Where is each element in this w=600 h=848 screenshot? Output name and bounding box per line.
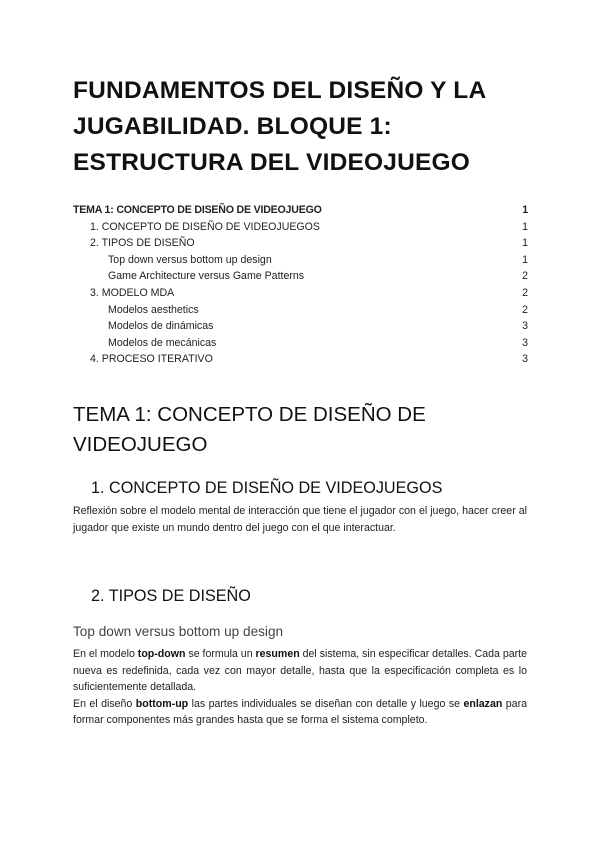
toc-entry[interactable] bbox=[73, 318, 528, 335]
toc-entry[interactable] bbox=[73, 285, 528, 302]
text-run: En el modelo bbox=[73, 648, 138, 660]
bold-term-resumen: resumen bbox=[255, 648, 300, 660]
section-1-text: Reflexión sobre el modelo mental de interacción que tiene el jugador con el juego, hacer creer al jugador que existe un mundo dentro del juego con el que interactuar. bbox=[73, 505, 527, 534]
toc-entry-page: 1 bbox=[522, 204, 528, 216]
toc-entry-page: 2 bbox=[522, 270, 528, 283]
bold-term-enlazan: enlazan bbox=[463, 697, 503, 710]
toc-entry[interactable] bbox=[73, 302, 528, 319]
toc-entry-page: 3 bbox=[522, 320, 528, 333]
toc-entry[interactable] bbox=[73, 235, 528, 252]
text-run: del sistema, sin especificar detalles. Cada parte nueva es redefinida, cada vez con mayor detalle, hasta que la especificación completa es lo suficientemente detallada. bbox=[73, 648, 528, 693]
toc-entry-page: 2 bbox=[522, 303, 528, 316]
toc-entry[interactable] bbox=[73, 219, 528, 236]
toc-entry[interactable] bbox=[73, 351, 528, 368]
toc-entry-page: 1 bbox=[522, 253, 528, 266]
table-of-contents bbox=[73, 202, 528, 368]
text-run: para formar componentes más grandes hasta que se forma el sistema completo. bbox=[73, 697, 527, 726]
toc-entry-page: 1 bbox=[522, 220, 528, 233]
section-1-heading: 1. CONCEPTO DE DISEÑO DE VIDEOJUEGOS bbox=[91, 479, 443, 497]
section-2-subheading: Top down versus bottom up design bbox=[73, 624, 284, 639]
toc-entry-page: 3 bbox=[522, 336, 528, 349]
tema-heading: TEMA 1: CONCEPTO DE DISEÑO DE VIDEOJUEGO bbox=[73, 403, 426, 456]
toc-entry-label: Game Architecture versus Game Patterns bbox=[108, 270, 305, 283]
text-run: las partes individuales se diseñan con detalle y luego se bbox=[188, 697, 464, 710]
text-run: se formula un bbox=[185, 648, 256, 660]
section-2-body bbox=[73, 646, 527, 729]
toc-entry[interactable] bbox=[73, 268, 528, 285]
toc-entry-label: Modelos de mecánicas bbox=[108, 336, 217, 349]
section-2-heading: 2. TIPOS DE DISEÑO bbox=[91, 587, 251, 605]
toc-entry-page: 2 bbox=[522, 286, 528, 299]
bottom-up-paragraph bbox=[73, 696, 527, 729]
toc-entry-label: Top down versus bottom up design bbox=[108, 253, 272, 266]
toc-entry-label: 2. TIPOS DE DISEÑO bbox=[90, 237, 195, 250]
document-title: FUNDAMENTOS DEL DISEÑO Y LA JUGABILIDAD. BLOQUE 1: ESTRUCTURA DEL VIDEOJUEGO bbox=[73, 77, 486, 176]
toc-entry[interactable] bbox=[73, 202, 528, 219]
bold-term-bottom-up: bottom-up bbox=[135, 697, 189, 710]
toc-entry-label: Modelos de dinámicas bbox=[108, 320, 214, 333]
toc-entry-label: 1. CONCEPTO DE DISEÑO DE VIDEOJUEGOS bbox=[90, 220, 320, 233]
toc-entry-label: 3. MODELO MDA bbox=[90, 286, 175, 299]
toc-entry-label: Modelos aesthetics bbox=[108, 303, 199, 316]
toc-entry-page: 1 bbox=[522, 237, 528, 250]
toc-entry-label: 4. PROCESO ITERATIVO bbox=[90, 353, 213, 366]
text-run: En el diseño bbox=[73, 697, 136, 710]
bold-term-top-down: top-down bbox=[137, 648, 186, 660]
toc-entry-page: 3 bbox=[522, 353, 528, 366]
toc-entry[interactable] bbox=[73, 252, 528, 269]
top-down-paragraph bbox=[73, 646, 527, 696]
toc-entry[interactable] bbox=[73, 335, 528, 352]
toc-entry-label: TEMA 1: CONCEPTO DE DISEÑO DE VIDEOJUEGO bbox=[73, 204, 322, 216]
section-1-paragraph bbox=[73, 503, 527, 536]
